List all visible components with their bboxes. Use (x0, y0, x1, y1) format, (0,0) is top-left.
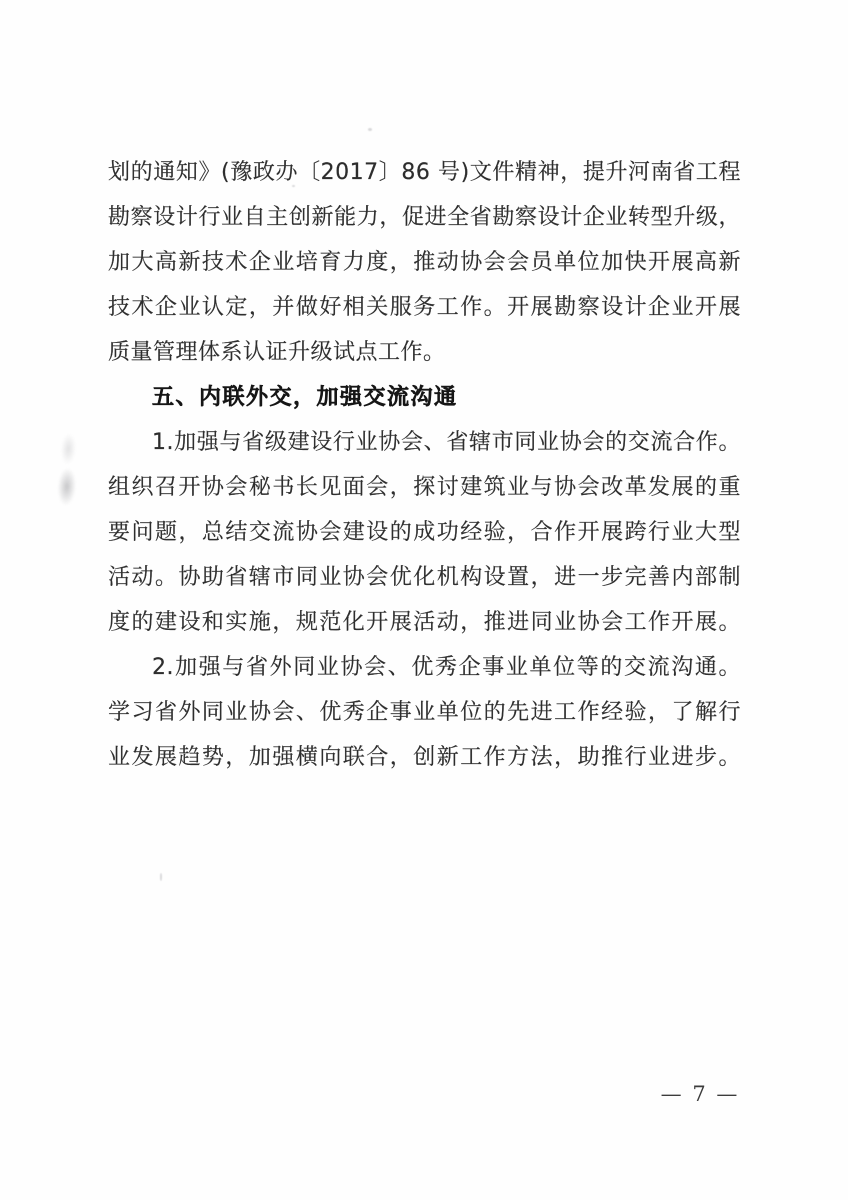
body-line: 学习省外同业协会、优秀企事业单位的先进工作经验，了解行 (108, 700, 741, 725)
body-line: 加大高新技术企业培育力度，推动协会会员单位加快开展高新 (108, 250, 741, 275)
section-heading: 五、内联外交，加强交流沟通 (152, 385, 458, 410)
body-line: 技术企业认定，并做好相关服务工作。开展勘察设计企业开展 (108, 295, 741, 320)
document-body (108, 150, 741, 780)
body-line: 1.加强与省级建设行业协会、省辖市同业协会的交流合作。 (152, 430, 741, 455)
page-number: — 7 — (660, 1082, 740, 1106)
body-line: 勘察设计行业自主创新能力，促进全省勘察设计企业转型升级， (108, 205, 741, 230)
scan-speck-artifact (292, 185, 295, 187)
scan-speck-artifact (368, 128, 372, 131)
body-line: 活动。协助省辖市同业协会优化机构设置，进一步完善内部制 (108, 565, 741, 590)
body-line: 要问题，总结交流协会建设的成功经验，合作开展跨行业大型 (108, 520, 741, 545)
scan-speck-artifact (160, 873, 162, 881)
scan-smudge-artifact (54, 427, 82, 512)
body-line: 质量管理体系认证升级试点工作。 (108, 340, 446, 365)
body-line: 2.加强与省外同业协会、优秀企事业单位等的交流沟通。 (152, 655, 741, 680)
body-line: 度的建设和实施，规范化开展活动，推进同业协会工作开展。 (108, 610, 741, 635)
body-line: 划的通知》(豫政办〔2017〕86 号)文件精神，提升河南省工程 (108, 160, 741, 185)
body-line: 组织召开协会秘书长见面会，探讨建筑业与协会改革发展的重 (108, 475, 741, 500)
body-line: 业发展趋势，加强横向联合，创新工作方法，助推行业进步。 (108, 745, 741, 770)
